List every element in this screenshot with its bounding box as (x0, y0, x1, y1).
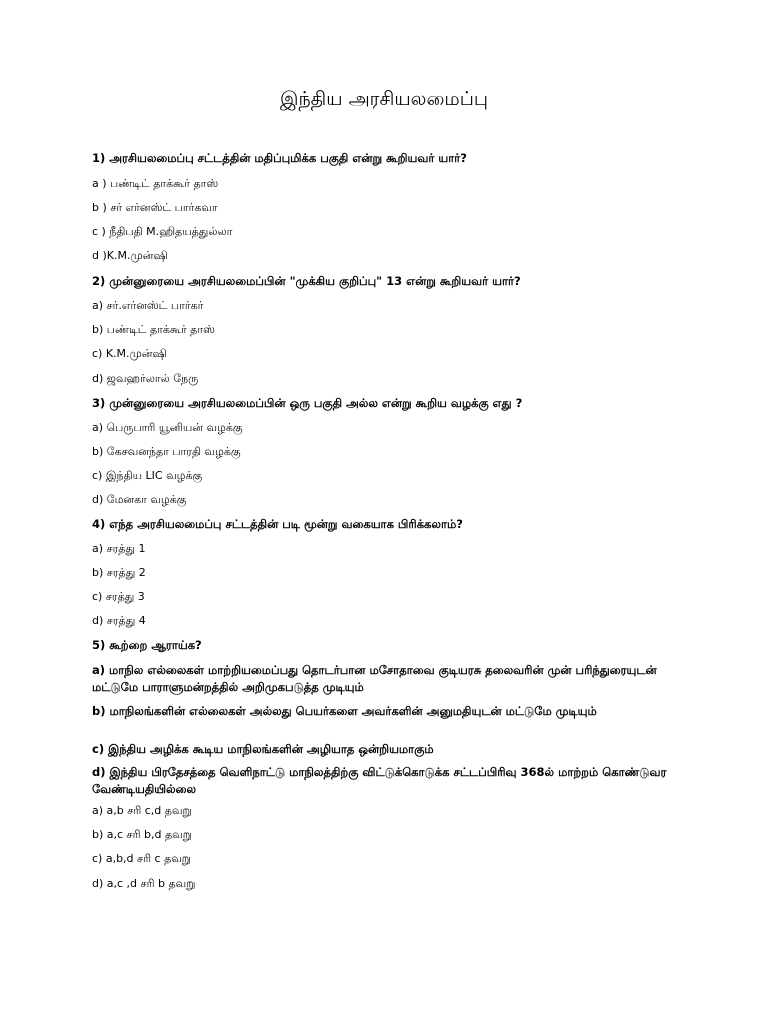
question-5-option-b: b) a,c சரி b,d தவறு (92, 828, 192, 841)
question-1-option-b: b ) சர் எர்னஸ்ட் பார்கவா (92, 201, 218, 214)
question-5-statement-c: c) இந்திய அழிக்க கூடிய மாநிலங்களின் அழியாத ஒன்றியமாகும் (92, 742, 434, 756)
question-3-option-d: d) மேனகா வழக்கு (92, 493, 187, 506)
question-3-option-b: b) கேசவனந்தா பாரதி வழக்கு (92, 445, 241, 458)
question-4: 4) எந்த அரசியலமைப்பு சட்டத்தின் படி மூன்று வகையாக பிரிக்கலாம்? (92, 517, 463, 531)
question-1: 1) அரசியலமைப்பு சட்டத்தின் மதிப்புமிக்க பகுதி என்று கூறியவர் யார்? (92, 151, 467, 165)
question-1-option-d: d )K.M.முன்ஷி (92, 249, 168, 262)
question-2: 2) முன்னுரையை அரசியலமைப்பின் "முக்கிய குறிப்பு" 13 என்று கூறியவர் யார்? (92, 274, 521, 288)
question-5-statement-b: b) மாநிலங்களின் எல்லைகள் அல்லது பெயர்களை அவர்களின் அனுமதியுடன் மட்டுமே முடியும் (92, 704, 597, 718)
question-5-option-a: a) a,b சரி c,d தவறு (92, 804, 192, 817)
question-5-option-d: d) a,c ,d சரி b தவறு (92, 877, 196, 890)
question-2-option-d: d) ஜவஹர்லால் நேரு (92, 372, 199, 385)
question-4-option-a: a) சரத்து 1 (92, 542, 146, 555)
question-1-option-a: a ) பண்டிட் தாக்கூர் தாஸ் (92, 177, 219, 190)
question-5-statement-a: a) மாநில எல்லைகள் மாற்றியமைப்பது தொடர்பான மசோதாவை குடியரசு தலைவரின் முன் பரிந்துரையுடன் மட்டுமே பாராளுமன்றத்தில் அறிமுகபடுத்த முடியும் (92, 663, 657, 694)
question-3-option-c: c) இந்திய LIC வழக்கு (92, 469, 203, 482)
question-3: 3) முன்னுரையை அரசியலமைப்பின் ஒரு பகுதி அல்ல என்று கூறிய வழக்கு எது ? (92, 396, 523, 410)
page-title: இந்திய அரசியலமைப்பு (280, 88, 488, 110)
question-5: 5) கூற்றை ஆராய்க? (92, 638, 202, 652)
question-2-option-b: b) பண்டிட் தாக்கூர் தாஸ் (92, 323, 215, 336)
question-4-option-c: c) சரத்து 3 (92, 590, 145, 603)
question-2-option-c: c) K.M.முன்ஷி (92, 347, 167, 360)
question-5-option-c: c) a,b,d சரி c தவறு (92, 852, 191, 865)
question-2-option-a: a) சர்.எர்னஸ்ட் பார்கர் (92, 299, 204, 312)
question-4-option-b: b) சரத்து 2 (92, 566, 146, 579)
question-5-statement-d: d) இந்திய பிரதேசத்தை வெளிநாட்டு மாநிலத்திற்கு விட்டுக்கொடுக்க சட்டப்பிரிவு 368ல் மாற்றம் கொண்டுவர வேண்டியதியில்லை (92, 765, 667, 796)
question-4-option-d: d) சரத்து 4 (92, 614, 146, 627)
question-1-option-c: c ) நீதிபதி M.ஹிதயத்துல்லா (92, 225, 233, 238)
question-3-option-a: a) பெருபாரி யூனியன் வழக்கு (92, 421, 243, 434)
